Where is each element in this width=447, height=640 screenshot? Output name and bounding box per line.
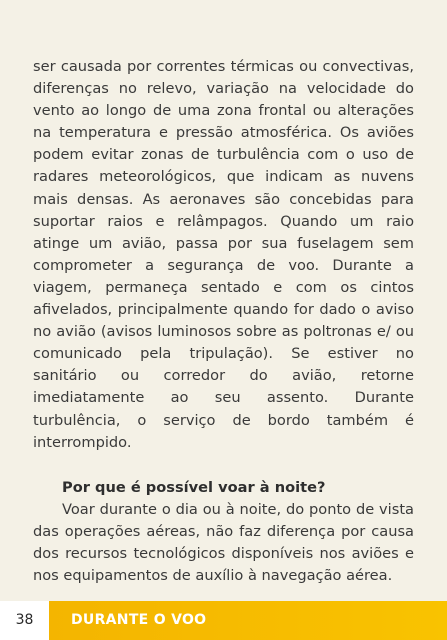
page-footer — [0, 601, 447, 640]
section-band-label: DURANTE O VOO — [71, 612, 207, 628]
page-body — [33, 56, 414, 587]
body-paragraph-night-flight: Voar durante o dia ou à noite, do ponto de vista das operações aéreas, não faz diferença por causa dos recursos tecnológicos disponíveis nos aviões e nos equipamentos de auxílio à navegação aérea. — [33, 500, 414, 585]
page-number: 38 — [0, 601, 49, 640]
section-band — [49, 601, 447, 640]
section-heading-night-flight: Por que é possível voar à noite? — [62, 478, 326, 496]
body-paragraph-turbulence: ser causada por correntes térmicas ou convectivas, diferenças no relevo, variação na velocidade do vento ao longo de uma zona frontal ou alterações na temperatura e pressão atmosférica. Os aviões podem evitar zonas de turbulência com o uso de radares meteorológicos, que indicam as nuvens mais densas. As aeronaves são concebidas para suportar raios e relâmpagos. Quando um raio atinge um avião, passa por sua fuselagem sem comprometer a segurança de voo. Durante a viagem, permaneça sentado e com os cintos afivelados, principalmente quando for dado o aviso no avião (avisos luminosos sobre as poltronas e/ ou comunicado pela tripulação). Se estiver no sanitário ou corredor do avião, retorne imediatamente ao seu assento. Durante turbulência, o serviço de bordo também é interrompido. — [33, 58, 414, 451]
